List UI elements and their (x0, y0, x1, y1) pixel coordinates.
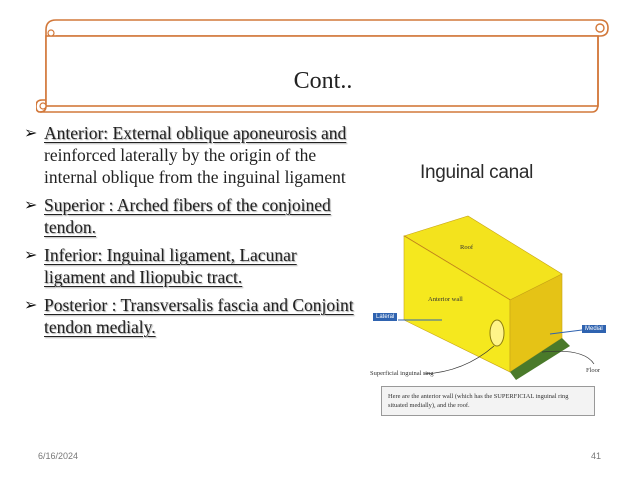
bullet-emphasis: Superior : Arched fibers of the conjoined tendon. (44, 195, 331, 237)
bullet-text (44, 122, 356, 188)
slide-title: Cont.. (293, 68, 353, 94)
title-scroll-banner (36, 18, 610, 114)
bullet-list (24, 122, 356, 344)
bullet-text (44, 244, 356, 288)
bullet-inferior (24, 244, 356, 288)
bullet-text (44, 194, 356, 238)
scroll-frame (36, 18, 610, 114)
bullet-superior (24, 194, 356, 238)
superficial-ring-label: Superficial inguinal ring (370, 370, 434, 377)
bullet-emphasis: Anterior: External oblique aponeurosis and (44, 123, 347, 143)
arrow-bullet-icon: ➢ (24, 245, 38, 264)
lateral-label: Lateral (373, 313, 397, 321)
arrow-bullet-icon: ➢ (24, 123, 38, 142)
bullet-text (44, 294, 356, 338)
arrow-bullet-icon: ➢ (24, 195, 38, 214)
footer-page-number: 41 (591, 451, 602, 461)
superficial-ring (490, 320, 504, 346)
roof-label: Roof (460, 244, 473, 251)
floor-label: Floor (586, 367, 601, 374)
figure-title: Inguinal canal (420, 162, 534, 183)
footer-date: 6/16/2024 (38, 451, 79, 461)
anterior-wall-label: Anterior wall (428, 296, 463, 303)
bullet-posterior (24, 294, 356, 338)
inguinal-canal-figure (364, 124, 616, 428)
medial-label: Medial (582, 325, 606, 333)
bullet-rest: reinforced laterally by the origin of the internal oblique from the inguinal ligament (44, 145, 346, 187)
bullet-emphasis: Posterior : Transversalis fascia and Conjoint tendon medialy. (44, 295, 354, 337)
figure-caption: Here are the anterior wall (which has the SUPERFICIAL inguinal ring situated medially), and the roof. (381, 386, 595, 416)
bullet-emphasis: Inferior: Inguinal ligament, Lacunar ligament and Iliopubic tract. (44, 245, 297, 287)
bullet-anterior (24, 122, 356, 188)
arrow-bullet-icon: ➢ (24, 295, 38, 314)
